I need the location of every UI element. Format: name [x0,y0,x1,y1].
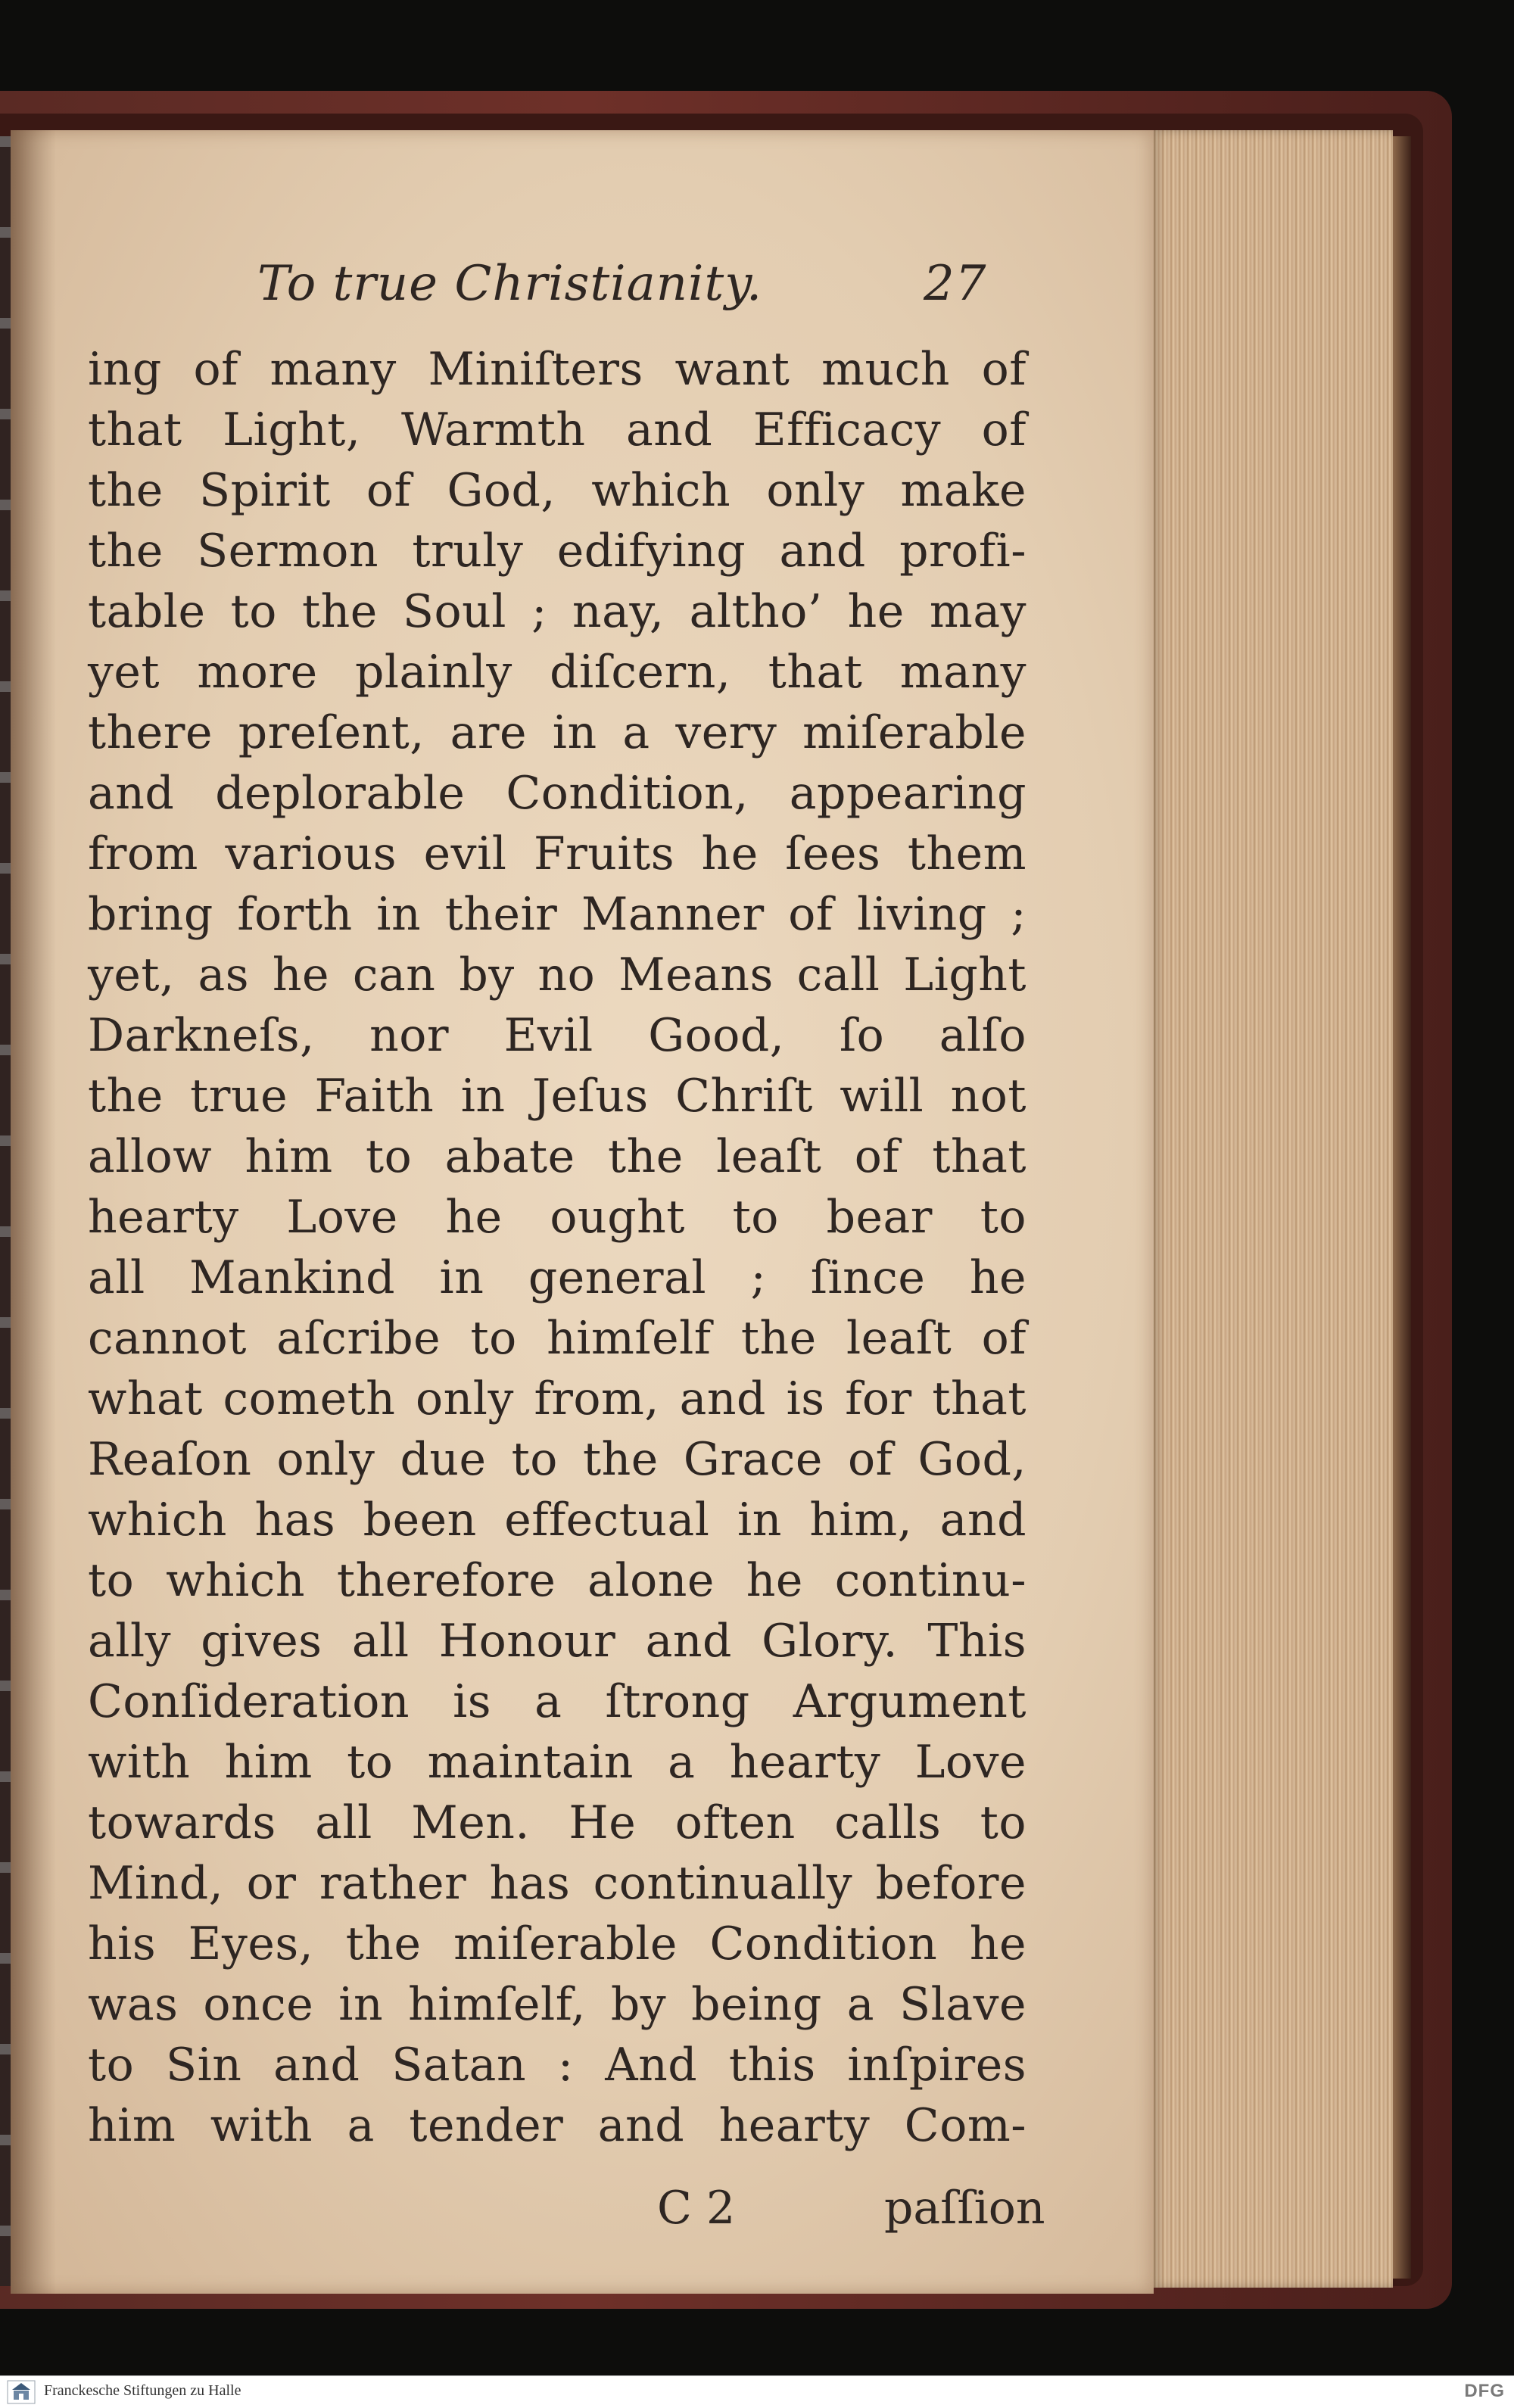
text-line: him with a tender and hearty Com- [88,2099,1026,2152]
text-line: from various evil Fruits he ſees them [88,827,1026,880]
text-line: bring forth in their Manner of living ; [88,888,1026,941]
institution-logo-icon [5,2379,38,2405]
text-line: Reaſon only due to the Grace of God, [88,1433,1026,1486]
text-line: the true Faith in Jeſus Chriſt will not [88,1070,1026,1123]
text-line: his Eyes, the miſerable Condition he [88,1917,1026,1970]
text-line: Mind, or rather has continually before [88,1857,1026,1910]
text-line: towards all Men. He often calls to [88,1796,1026,1849]
text-line: ally gives all Honour and Glory. This [88,1615,1026,1668]
text-line: which has been effectual in him, and [88,1494,1026,1547]
text-line: allow him to abate the leaſt of that [88,1130,1026,1183]
text-line: table to the Soul ; nay, altho’ he may [88,585,1026,638]
text-line: Darkneſs, nor Evil Good, ſo alſo [88,1009,1026,1062]
page-edges [1151,130,1393,2288]
text-line: to which therefore alone he continu- [88,1554,1026,1607]
dfg-logo: DFG [1464,2381,1505,2401]
body-text [88,339,1026,2156]
institution-name: Franckesche Stiftungen zu Halle [44,2382,241,2399]
text-line: Conſideration is a ſtrong Argument [88,1675,1026,1728]
catchword: paſſion [884,2182,1045,2235]
text-line: what cometh only from, and is for that [88,1372,1026,1425]
text-line: all Mankind in general ; ſince he [88,1251,1026,1304]
text-line: with him to maintain a hearty Love [88,1736,1026,1789]
text-line: the Sermon truly edifying and profi- [88,525,1026,578]
gutter-marks [0,136,11,2286]
text-line: to Sin and Satan : And this inſpires [88,2039,1026,2092]
text-line: yet more plainly diſcern, that many [88,646,1026,699]
text-line: the Spirit of God, which only make [88,464,1026,517]
text-line: was once in himſelf, by being a Slave [88,1978,1026,2031]
footer-bar [0,2375,1514,2408]
text-line: hearty Love he ought to bear to [88,1191,1026,1244]
text-line: and deplorable Condition, appearing [88,767,1026,820]
page-edges-shade [1393,136,1411,2279]
gutter-shadow [11,130,56,2294]
running-head-title: To true Christianity. [257,256,763,312]
signature-mark: C 2 [657,2182,736,2235]
text-line: yet, as he can by no Means call Light [88,949,1026,1002]
text-line: ing of many Miniſters want much of [88,343,1026,396]
text-line: there preſent, are in a very miſerable [88,706,1026,759]
page-number: 27 [924,256,987,312]
text-line: cannot aſcribe to himſelf the leaſt of [88,1312,1026,1365]
text-line: that Light, Warmth and Efficacy of [88,403,1026,456]
